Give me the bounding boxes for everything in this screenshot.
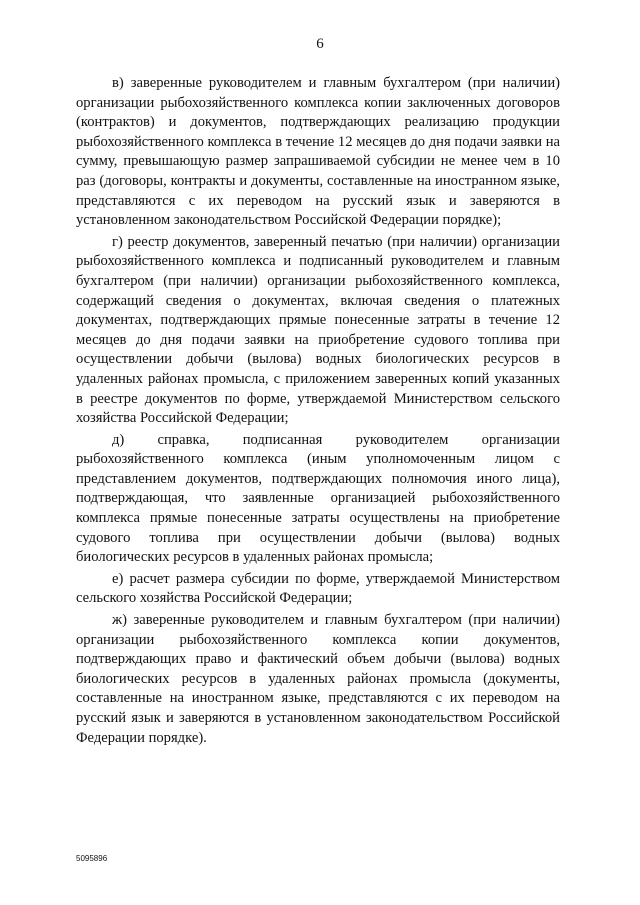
document-code: 5095896 (76, 854, 108, 863)
paragraph-d: д) справка, подписанная руководителем организации рыбохозяйственного комплекса (иным уполномоченным лицом с представлением документов, подтверждающих полномочия иного лица), подтверждающая, что заявленные организацией рыбохозяйственного комплекса прямые понесенные затраты осуществлены на приобретение судового топлива при осуществлении добычи (вылова) водных биологических ресурсов в удаленных районах промысла; (76, 431, 560, 566)
paragraph-e: е) расчет размера субсидии по форме, утверждаемой Министерством сельского хозяйства Российской Федерации; (76, 570, 560, 607)
paragraph-zh: ж) заверенные руководителем и главным бухгалтером (при наличии) организации рыбохозяйственного комплекса копии документов, подтверждающих право и фактический объем добычи (вылова) водных биологических ресурсов в удаленных районах промысла (документы, составленные на иностранном языке, представляются с их переводом на русский язык и заверяются в установленном законодательством Российской Федерации порядке). (76, 612, 560, 746)
paragraph-g: г) реестр документов, заверенный печатью (при наличии) организации рыбохозяйственного комплекса и подписанный руководителем и главным бухгалтером (при наличии) организации рыбохозяйственного комплекса, содержащий сведения о документах, включая сведения о платежных документах, подтверждающих прямые понесенные затраты в течение 12 месяцев до дня подачи заявки на приобретение судового топлива при осуществлении добычи (вылова) водных биологических ресурсов в удаленных районах промысла, с приложением заверенных копий указанных в реестре документов по форме, утверждаемой Министерством сельского хозяйства Российской Федерации; (76, 233, 560, 427)
paragraph-v: в) заверенные руководителем и главным бухгалтером (при наличии) организации рыбохозяйственного комплекса копии заключенных договоров (контрактов) и документов, подтверждающих реализацию продукции рыбохозяйственного комплекса в течение 12 месяцев до дня подачи заявки на сумму, превышающую размер запрашиваемой субсидии не менее чем в 10 раз (договоры, контракты и документы, составленные на иностранном языке, представляются с их переводом на русский язык и заверяются в установленном законодательством Российской Федерации порядке); (76, 75, 560, 229)
document-body (76, 74, 560, 748)
page-number: 6 (316, 36, 324, 52)
